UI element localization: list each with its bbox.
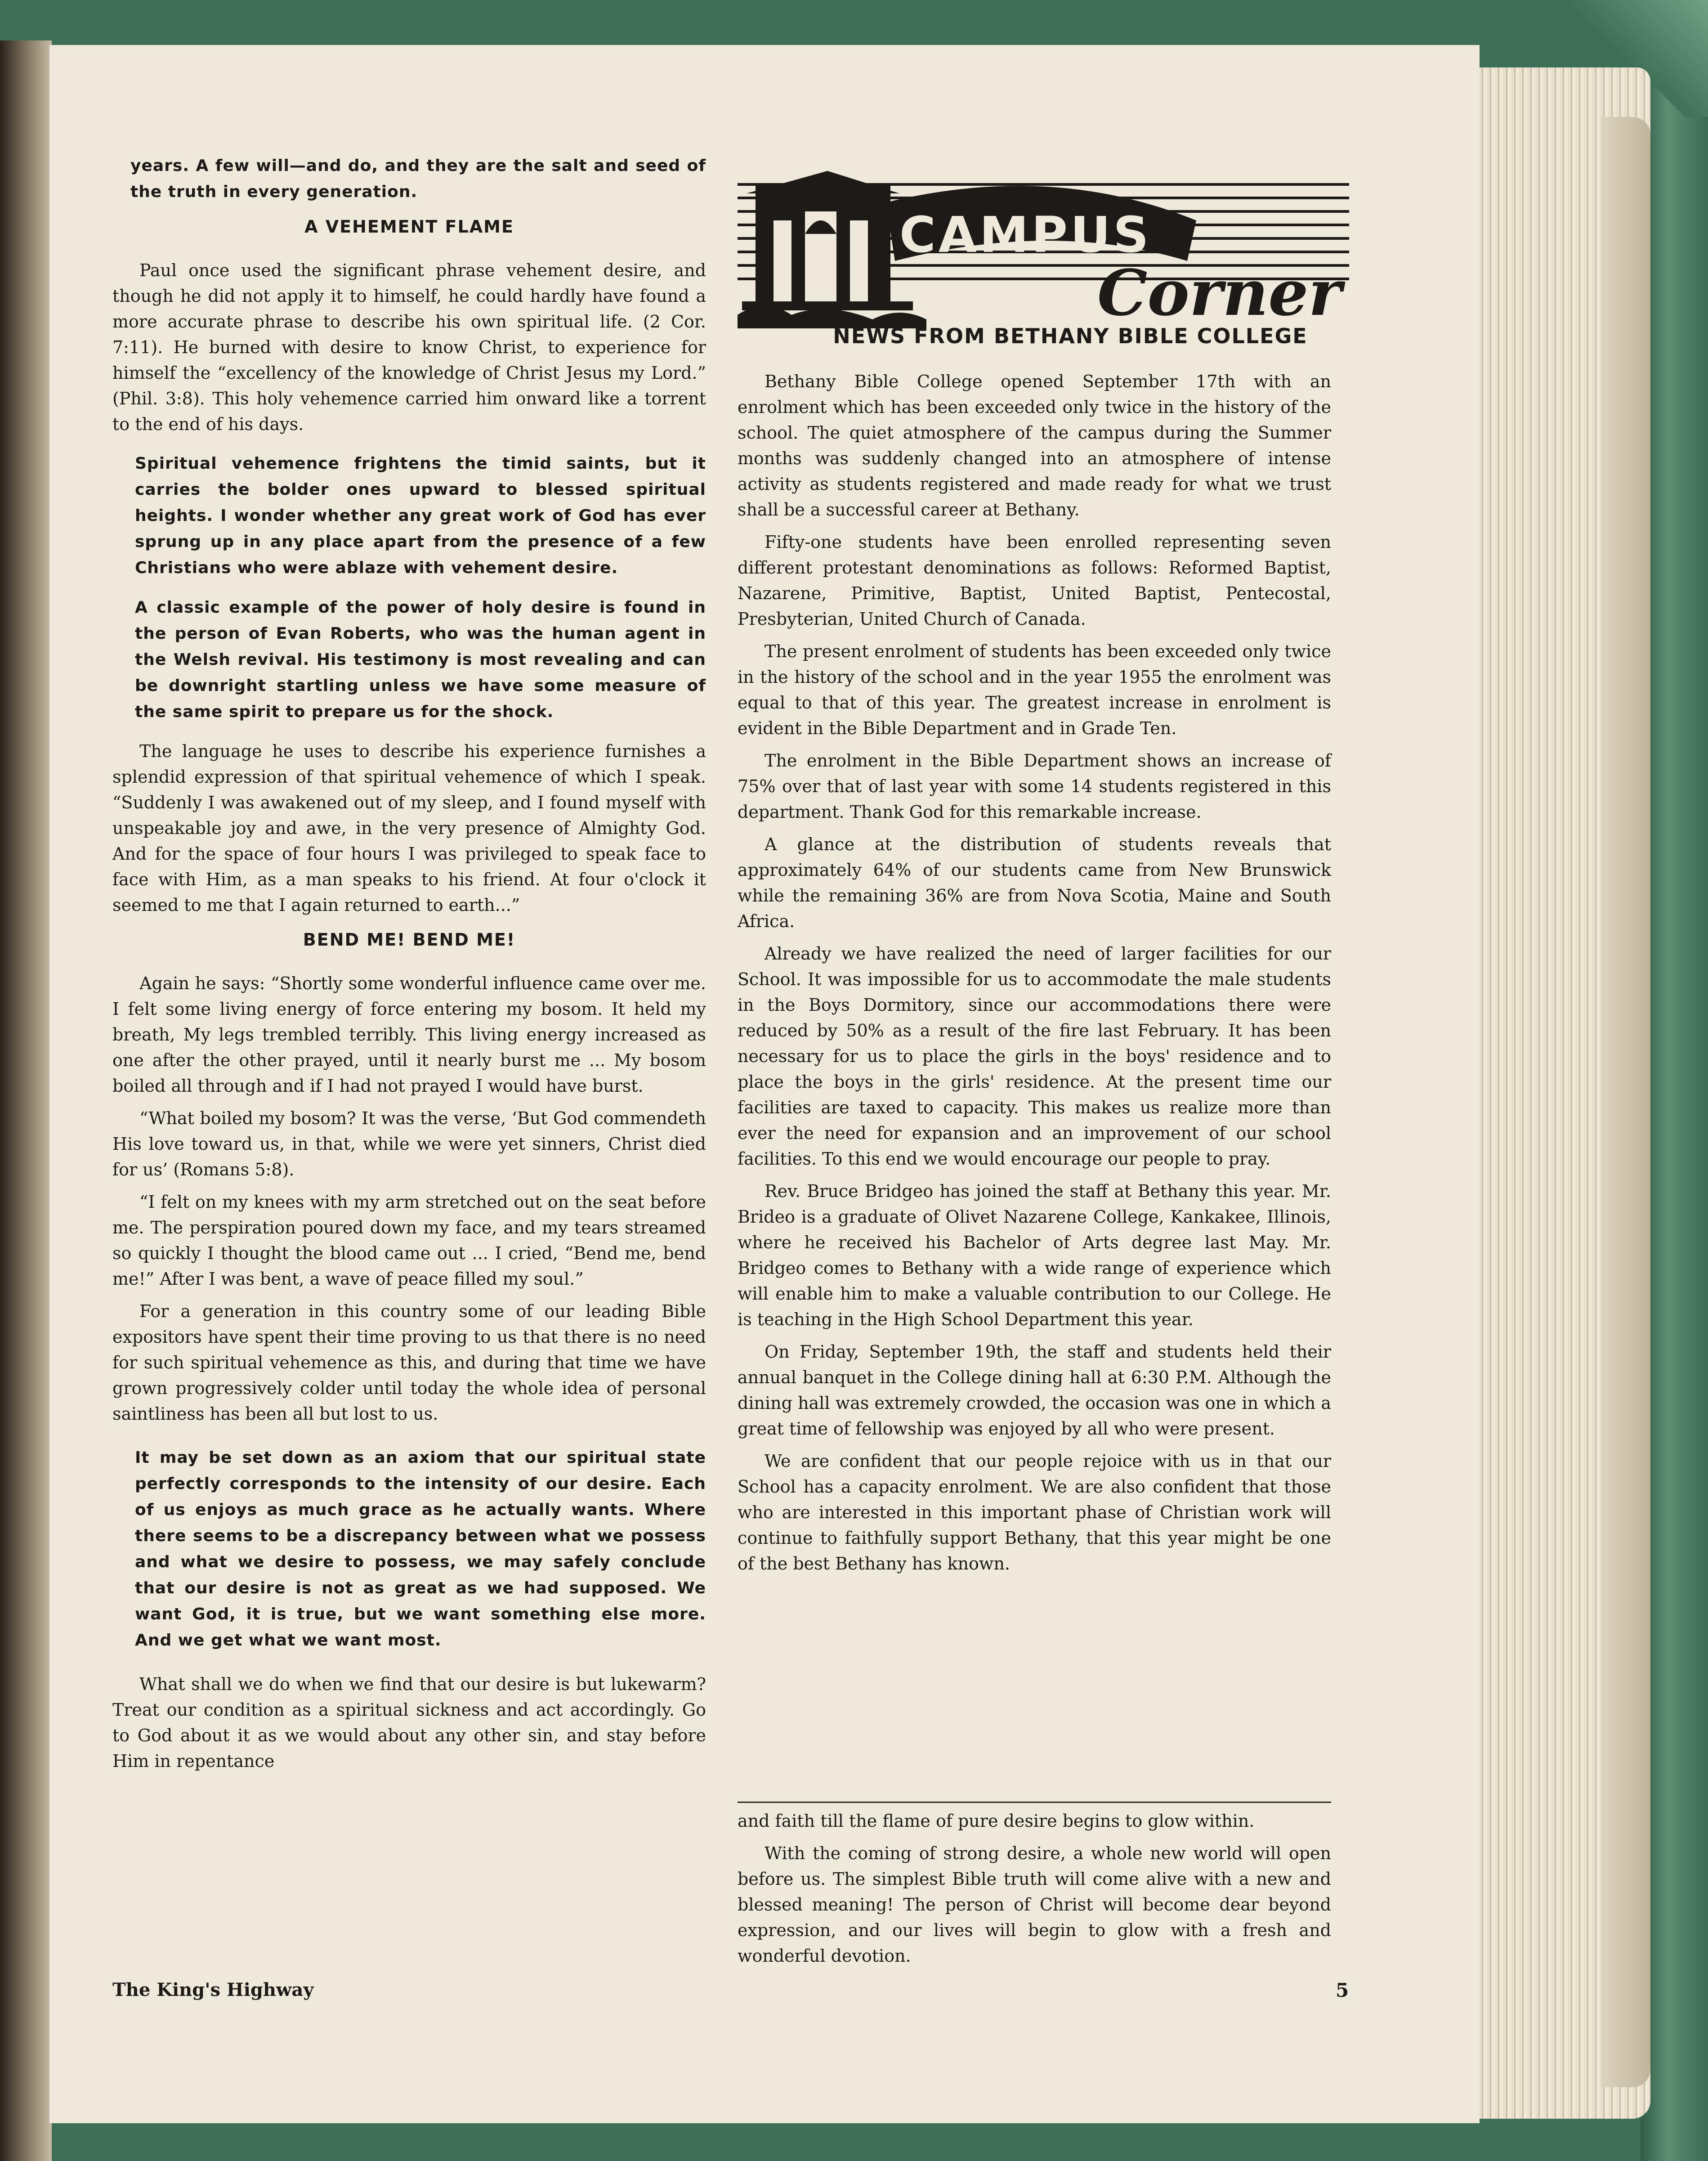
right-column-continuation [738, 1808, 1331, 1976]
campus-corner-masthead [738, 166, 1349, 346]
magazine-page [49, 45, 1480, 2123]
pull-paragraph: It may be set down as an axiom that our spiritual state perfectly corresponds to the intensity of our desire. Each of us enjoys as much grace as he actually wants. Where there seems to be a discrepancy between what we possess and what we desire to possess, we may safely conclude that our desire is not as great as we had supposed. We want God, it is true, but we want something else more. And we get what we want most. [135, 1448, 706, 1650]
paragraph: The present enrolment of students has been exceeded only twice in the history of the school and in the year 1955 the enrolment was equal to that of this year. The greatest increase in enrolment is evident in the Bible Department and in Grade Ten. [738, 641, 1331, 738]
paragraph: With the coming of strong desire, a whole new world will open before us. The simplest Bible truth will come alive with a new and blessed meaning! The person of Christ will become dear beyond expression, and our lives will begin to glow with a fresh and wonderful devotion. [738, 1843, 1331, 1966]
paragraph: Bethany Bible College opened September 17th with an enrolment which has been exceeded only twice in the history of the school. The quiet atmosphere of the campus during the Summer months was suddenly changed into an atmosphere of intense activity as students registered and made ready for what we trust shall be a successful career at Bethany. [738, 372, 1331, 520]
masthead-word-campus: CAMPUS [899, 206, 1152, 264]
paragraph: “I felt on my knees with my arm stretched out on the seat before me. The perspiration poured down my face, and my tears streamed so quickly I thought the blood came out ... I cried, “Bend me, bend me!” After I was bent, a wave of peace filled my soul.” [112, 1192, 706, 1289]
left-column [112, 153, 706, 1781]
paragraph: and faith till the flame of pure desire begins to glow within. [738, 1811, 1255, 1831]
left-page-edge [0, 40, 52, 2161]
paragraph: What shall we do when we find that our desire is but lukewarm? Treat our condition as a spiritual sickness and act accordingly. Go to God about it as we would about any other sin, and stay before Him in repentance [112, 1674, 706, 1771]
pull-paragraph: Spiritual vehemence frightens the timid saints, but it carries the bolder ones upward to blessed spiritual heights. I wonder whether any great work of God has ever sprung up in any place apart from the presence of a few Christians who were ablaze with vehement desire. [135, 454, 706, 577]
paragraph: Fifty-one students have been enrolled representing seven different protestant denominations as follows: Reformed Baptist, Nazarene, Primitive, Baptist, United Baptist, Pentecostal, Presbyterian, United Church of Canada. [738, 532, 1331, 629]
paragraph: “What boiled my bosom? It was the verse, ‘But God commendeth His love toward us, in that, while we were yet sinners, Christ died for us’ (Romans 5:8). [112, 1108, 706, 1179]
paragraph: The enrolment in the Bible Department shows an increase of 75% over that of last year with some 14 students registered in this department. Thank God for this remarkable increase. [738, 751, 1331, 822]
section-heading: BEND ME! BEND ME! [303, 930, 516, 950]
paragraph: Again he says: “Shortly some wonderful influence came over me. I felt some living energy of force entering my bosom. It held my breath, My legs trembled terribly. This living energy increased as one after the other prayed, until it nearly burst me ... My bosom boiled all through and if I had not prayed I would have burst. [112, 973, 706, 1096]
paragraph: Already we have realized the need of larger facilities for our School. It was impossible for us to accommodate the male students in the Boys Dormitory, since our accommodations there were reduced by 50% as a result of the fire last February. It has been necessary for us to place the girls in the boys' residence and to place the boys in the girls' residence. At the present time our facilities are taxed to capacity. This makes us realize more than ever the need for expansion and an improvement of our school facilities. To this end we would encourage our people to pray. [738, 944, 1331, 1169]
cover-spine-edge [1641, 0, 1708, 2161]
masthead-word-corner: Corner [1097, 256, 1342, 330]
campus-corner-illustration [738, 166, 1349, 346]
paragraph: On Friday, September 19th, the staff and students held their annual banquet in the College dining hall at 6:30 P.M. Although the dining hall was extremely crowded, the occasion was one in which a great time of fellowship was enjoyed by all who were present. [738, 1342, 1331, 1439]
paragraph: We are confident that our people rejoice with us in that our School has a capacity enrolment. We are also confident that those who are interested in this important phase of Christian work will continue to faithfully support Bethany, that this year might be one of the best Bethany has known. [738, 1451, 1331, 1574]
paragraph: Rev. Bruce Bridgeo has joined the staff at Bethany this year. Mr. Brideo is a graduate of Olivet Nazarene College, Kankakee, Illinois, where he received his Bachelor of Arts degree last May. Mr. Bridgeo comes to Bethany with a wide range of experience which will enable him to make a valuable contribution to our College. He is teaching in the High School Department this year. [738, 1181, 1331, 1329]
paragraph: years. A few will—and do, and they are the salt and seed of the truth in every generation. [130, 157, 706, 201]
publication-name: The King's Highway [112, 1979, 314, 2000]
paragraph: For a generation in this country some of our leading Bible expositors have spent their time proving to us that there is no need for such spiritual vehemence as this, and during that time we have grown progressively colder until today the whole idea of personal saintliness has been all but lost to us. [112, 1301, 706, 1424]
section-heading: A VEHEMENT FLAME [304, 217, 514, 237]
paragraph: Paul once used the significant phrase vehement desire, and though he did not apply it to himself, he could hardly have found a more accurate phrase to describe his own spiritual life. (2 Cor. 7:11). He burned with desire to know Christ, to experience for himself the “excellency of the knowledge of Christ Jesus my Lord.” (Phil. 3:8). This holy vehemence carried him onward like a torrent to the end of his days. [112, 260, 706, 434]
news-heading: NEWS FROM BETHANY BIBLE COLLEGE [833, 324, 1308, 348]
page-number: 5 [1336, 1979, 1349, 2001]
column-divider [738, 1802, 1331, 1803]
page-stack-edge [1601, 117, 1650, 2087]
pull-paragraph: A classic example of the power of holy desire is found in the person of Evan Roberts, who was the human agent in the Welsh revival. His testimony is most revealing and can be downright startling unless we have some measure of the same spirit to prepare us for the shock. [135, 598, 706, 721]
paragraph: The language he uses to describe his experience furnishes a splendid expression of that spiritual vehemence of which I speak. “Suddenly I was awakened out of my sleep, and I found myself with unspeakable joy and awe, in the very presence of Almighty God. And for the space of four hours I was privileged to speak face to face with Him, as a man speaks to his friend. At four o'clock it seemed to me that I again returned to earth...” [112, 741, 706, 915]
right-column [738, 369, 1331, 1583]
paragraph: A glance at the distribution of students reveals that approximately 64% of our students came from New Brunswick while the remaining 36% are from Nova Scotia, Maine and South Africa. [738, 834, 1331, 931]
